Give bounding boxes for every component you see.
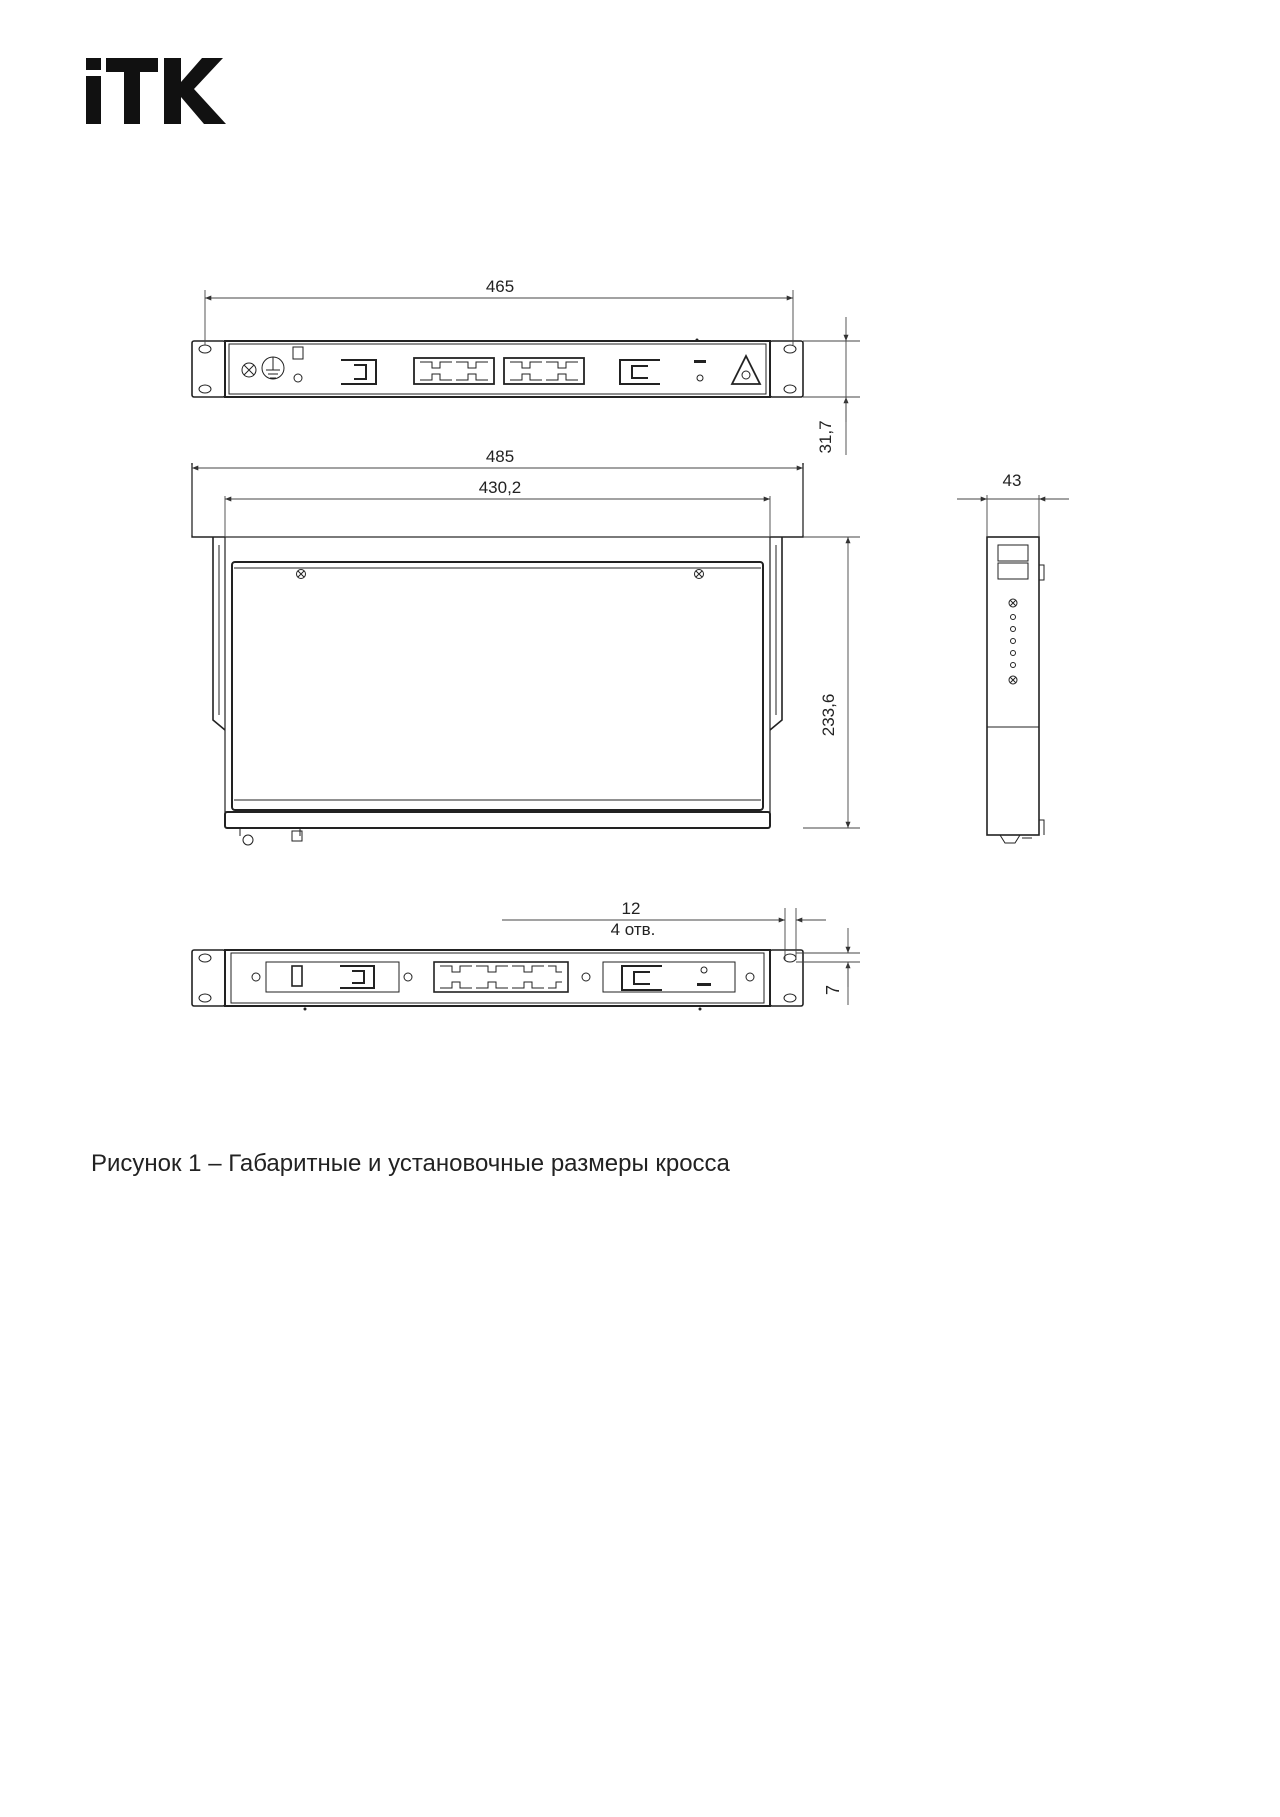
dimension-7 xyxy=(796,928,860,1005)
dimension-430-2 xyxy=(225,478,770,537)
front-view-top xyxy=(192,339,803,398)
dimension-465 xyxy=(205,277,793,345)
dim-465-label: 465 xyxy=(485,277,515,296)
dim-31-7-label: 31,7 xyxy=(816,420,835,454)
holes-label: 4 отв. xyxy=(610,920,656,939)
dimension-43 xyxy=(957,471,1069,537)
dim-430-2-label: 430,2 xyxy=(478,478,522,497)
rear-view xyxy=(192,950,803,1011)
side-view xyxy=(987,537,1044,843)
dim-12-label: 12 xyxy=(621,899,641,918)
figure-caption: Рисунок 1 – Габаритные и установочные размеры кросса xyxy=(91,1150,730,1177)
dim-7-label: 7 xyxy=(823,984,843,996)
dimension-31-7 xyxy=(803,317,860,455)
top-view xyxy=(192,463,803,845)
dim-43-label: 43 xyxy=(1002,471,1022,490)
dim-485-label: 485 xyxy=(485,447,515,466)
dim-233-6-label: 233,6 xyxy=(819,693,838,737)
dimension-233-6 xyxy=(803,537,860,828)
